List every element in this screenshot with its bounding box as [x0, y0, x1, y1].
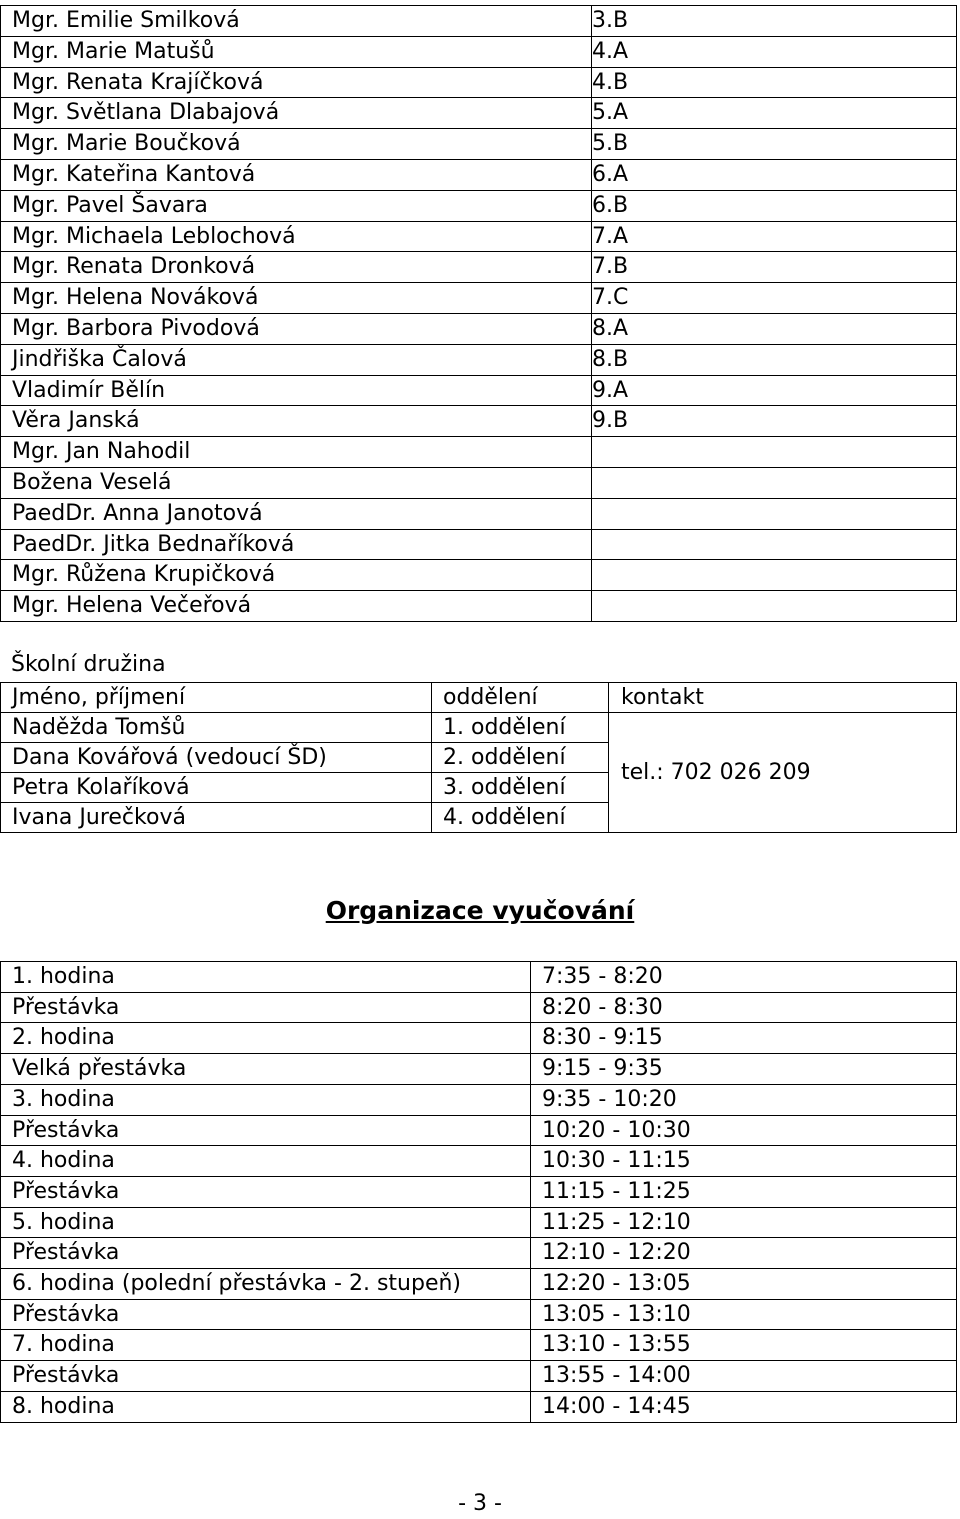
period-label: Přestávka	[1, 1115, 531, 1146]
club-name: Dana Kovářová (vedoucí ŠD)	[1, 743, 432, 773]
club-department: 1. oddělení	[432, 713, 609, 743]
table-row	[1, 252, 957, 283]
teacher-class: 4.A	[592, 36, 957, 67]
teacher-name: Mgr. Helena Večeřová	[1, 591, 592, 622]
teacher-class: 5.B	[592, 129, 957, 160]
period-label: 3. hodina	[1, 1084, 531, 1115]
table-row	[1, 560, 957, 591]
table-row	[1, 406, 957, 437]
teacher-name: Mgr. Renata Krajíčková	[1, 67, 592, 98]
table-row	[1, 1207, 957, 1238]
period-label: Velká přestávka	[1, 1054, 531, 1085]
teacher-name: Mgr. Marie Boučková	[1, 129, 592, 160]
teacher-class: 9.A	[592, 375, 957, 406]
table-row	[1, 591, 957, 622]
table-row	[1, 529, 957, 560]
table-row	[1, 437, 957, 468]
teacher-class	[592, 529, 957, 560]
club-department: 2. oddělení	[432, 743, 609, 773]
teacher-class: 7.A	[592, 221, 957, 252]
teacher-name: Mgr. Renata Dronková	[1, 252, 592, 283]
period-label: Přestávka	[1, 1238, 531, 1269]
table-row	[1, 344, 957, 375]
teachers-table	[0, 5, 957, 622]
teacher-name: Mgr. Světlana Dlabajová	[1, 98, 592, 129]
table-row	[1, 467, 957, 498]
header-department: oddělení	[432, 683, 609, 713]
table-row	[1, 1115, 957, 1146]
header-name: Jméno, příjmení	[1, 683, 432, 713]
table-row	[1, 1299, 957, 1330]
period-time: 12:20 - 13:05	[531, 1269, 957, 1300]
table-row	[1, 1330, 957, 1361]
teacher-name: PaedDr. Jitka Bednaříková	[1, 529, 592, 560]
period-label: 8. hodina	[1, 1391, 531, 1422]
table-row	[1, 159, 957, 190]
teacher-class	[592, 498, 957, 529]
table-row	[1, 1176, 957, 1207]
teacher-class: 8.A	[592, 313, 957, 344]
club-department: 3. oddělení	[432, 773, 609, 803]
table-row	[1, 375, 957, 406]
teacher-name: Božena Veselá	[1, 467, 592, 498]
table-row	[1, 6, 957, 37]
period-label: 5. hodina	[1, 1207, 531, 1238]
teacher-name: Mgr. Barbora Pivodová	[1, 313, 592, 344]
period-time: 7:35 - 8:20	[531, 962, 957, 993]
period-time: 8:30 - 9:15	[531, 1023, 957, 1054]
teacher-class	[592, 437, 957, 468]
table-row	[1, 221, 957, 252]
table-row	[1, 1146, 957, 1177]
schedule-table	[0, 961, 957, 1423]
school-club-header-row	[1, 683, 957, 713]
table-row	[1, 1238, 957, 1269]
period-time: 10:30 - 11:15	[531, 1146, 957, 1177]
table-row	[1, 1269, 957, 1300]
period-time: 8:20 - 8:30	[531, 992, 957, 1023]
teacher-name: Mgr. Marie Matušů	[1, 36, 592, 67]
teacher-name: Věra Janská	[1, 406, 592, 437]
period-label: Přestávka	[1, 1299, 531, 1330]
table-row	[1, 962, 957, 993]
table-row	[1, 498, 957, 529]
teacher-name: Jindřiška Čalová	[1, 344, 592, 375]
period-label: 4. hodina	[1, 1146, 531, 1177]
teacher-class: 3.B	[592, 6, 957, 37]
teacher-class: 7.B	[592, 252, 957, 283]
school-club-heading: Školní družina	[11, 652, 166, 677]
club-contact: tel.: 702 026 209	[609, 713, 957, 833]
period-label: 6. hodina (polední přestávka - 2. stupeň)	[1, 1269, 531, 1300]
page-number: - 3 -	[458, 1491, 502, 1516]
teacher-name: Mgr. Helena Nováková	[1, 283, 592, 314]
table-row	[1, 98, 957, 129]
period-label: Přestávka	[1, 1176, 531, 1207]
teacher-class: 7.C	[592, 283, 957, 314]
period-label: 1. hodina	[1, 962, 531, 993]
table-row	[1, 129, 957, 160]
period-time: 9:35 - 10:20	[531, 1084, 957, 1115]
teacher-class: 5.A	[592, 98, 957, 129]
table-row	[1, 1361, 957, 1392]
table-row	[1, 313, 957, 344]
period-time: 10:20 - 10:30	[531, 1115, 957, 1146]
club-name: Petra Kolaříková	[1, 773, 432, 803]
teacher-class: 6.B	[592, 190, 957, 221]
period-label: 2. hodina	[1, 1023, 531, 1054]
schedule-heading: Organizace vyučování	[325, 896, 635, 925]
teacher-class: 4.B	[592, 67, 957, 98]
table-row	[1, 1391, 957, 1422]
period-time: 13:10 - 13:55	[531, 1330, 957, 1361]
table-row	[1, 1084, 957, 1115]
table-row	[1, 36, 957, 67]
period-label: Přestávka	[1, 992, 531, 1023]
period-time: 11:15 - 11:25	[531, 1176, 957, 1207]
teacher-class: 8.B	[592, 344, 957, 375]
table-row	[1, 283, 957, 314]
club-department: 4. oddělení	[432, 803, 609, 833]
table-row	[1, 67, 957, 98]
period-label: Přestávka	[1, 1361, 531, 1392]
club-name: Ivana Jurečková	[1, 803, 432, 833]
teacher-name: Mgr. Jan Nahodil	[1, 437, 592, 468]
table-row	[1, 992, 957, 1023]
period-time: 13:05 - 13:10	[531, 1299, 957, 1330]
period-label: 7. hodina	[1, 1330, 531, 1361]
table-row	[1, 190, 957, 221]
teacher-name: Vladimír Bělín	[1, 375, 592, 406]
period-time: 11:25 - 12:10	[531, 1207, 957, 1238]
teacher-name: Mgr. Michaela Leblochová	[1, 221, 592, 252]
teacher-name: Mgr. Kateřina Kantová	[1, 159, 592, 190]
teacher-name: PaedDr. Anna Janotová	[1, 498, 592, 529]
period-time: 14:00 - 14:45	[531, 1391, 957, 1422]
teacher-class	[592, 560, 957, 591]
teacher-name: Mgr. Pavel Šavara	[1, 190, 592, 221]
period-time: 9:15 - 9:35	[531, 1054, 957, 1085]
header-contact: kontakt	[609, 683, 957, 713]
period-time: 13:55 - 14:00	[531, 1361, 957, 1392]
table-row	[1, 713, 957, 743]
teacher-name: Mgr. Emilie Smilková	[1, 6, 592, 37]
teacher-class: 6.A	[592, 159, 957, 190]
school-club-table	[0, 682, 957, 833]
teacher-class	[592, 591, 957, 622]
teacher-name: Mgr. Růžena Krupičková	[1, 560, 592, 591]
table-row	[1, 1054, 957, 1085]
table-row	[1, 1023, 957, 1054]
club-name: Naděžda Tomšů	[1, 713, 432, 743]
period-time: 12:10 - 12:20	[531, 1238, 957, 1269]
teacher-class	[592, 467, 957, 498]
teacher-class: 9.B	[592, 406, 957, 437]
